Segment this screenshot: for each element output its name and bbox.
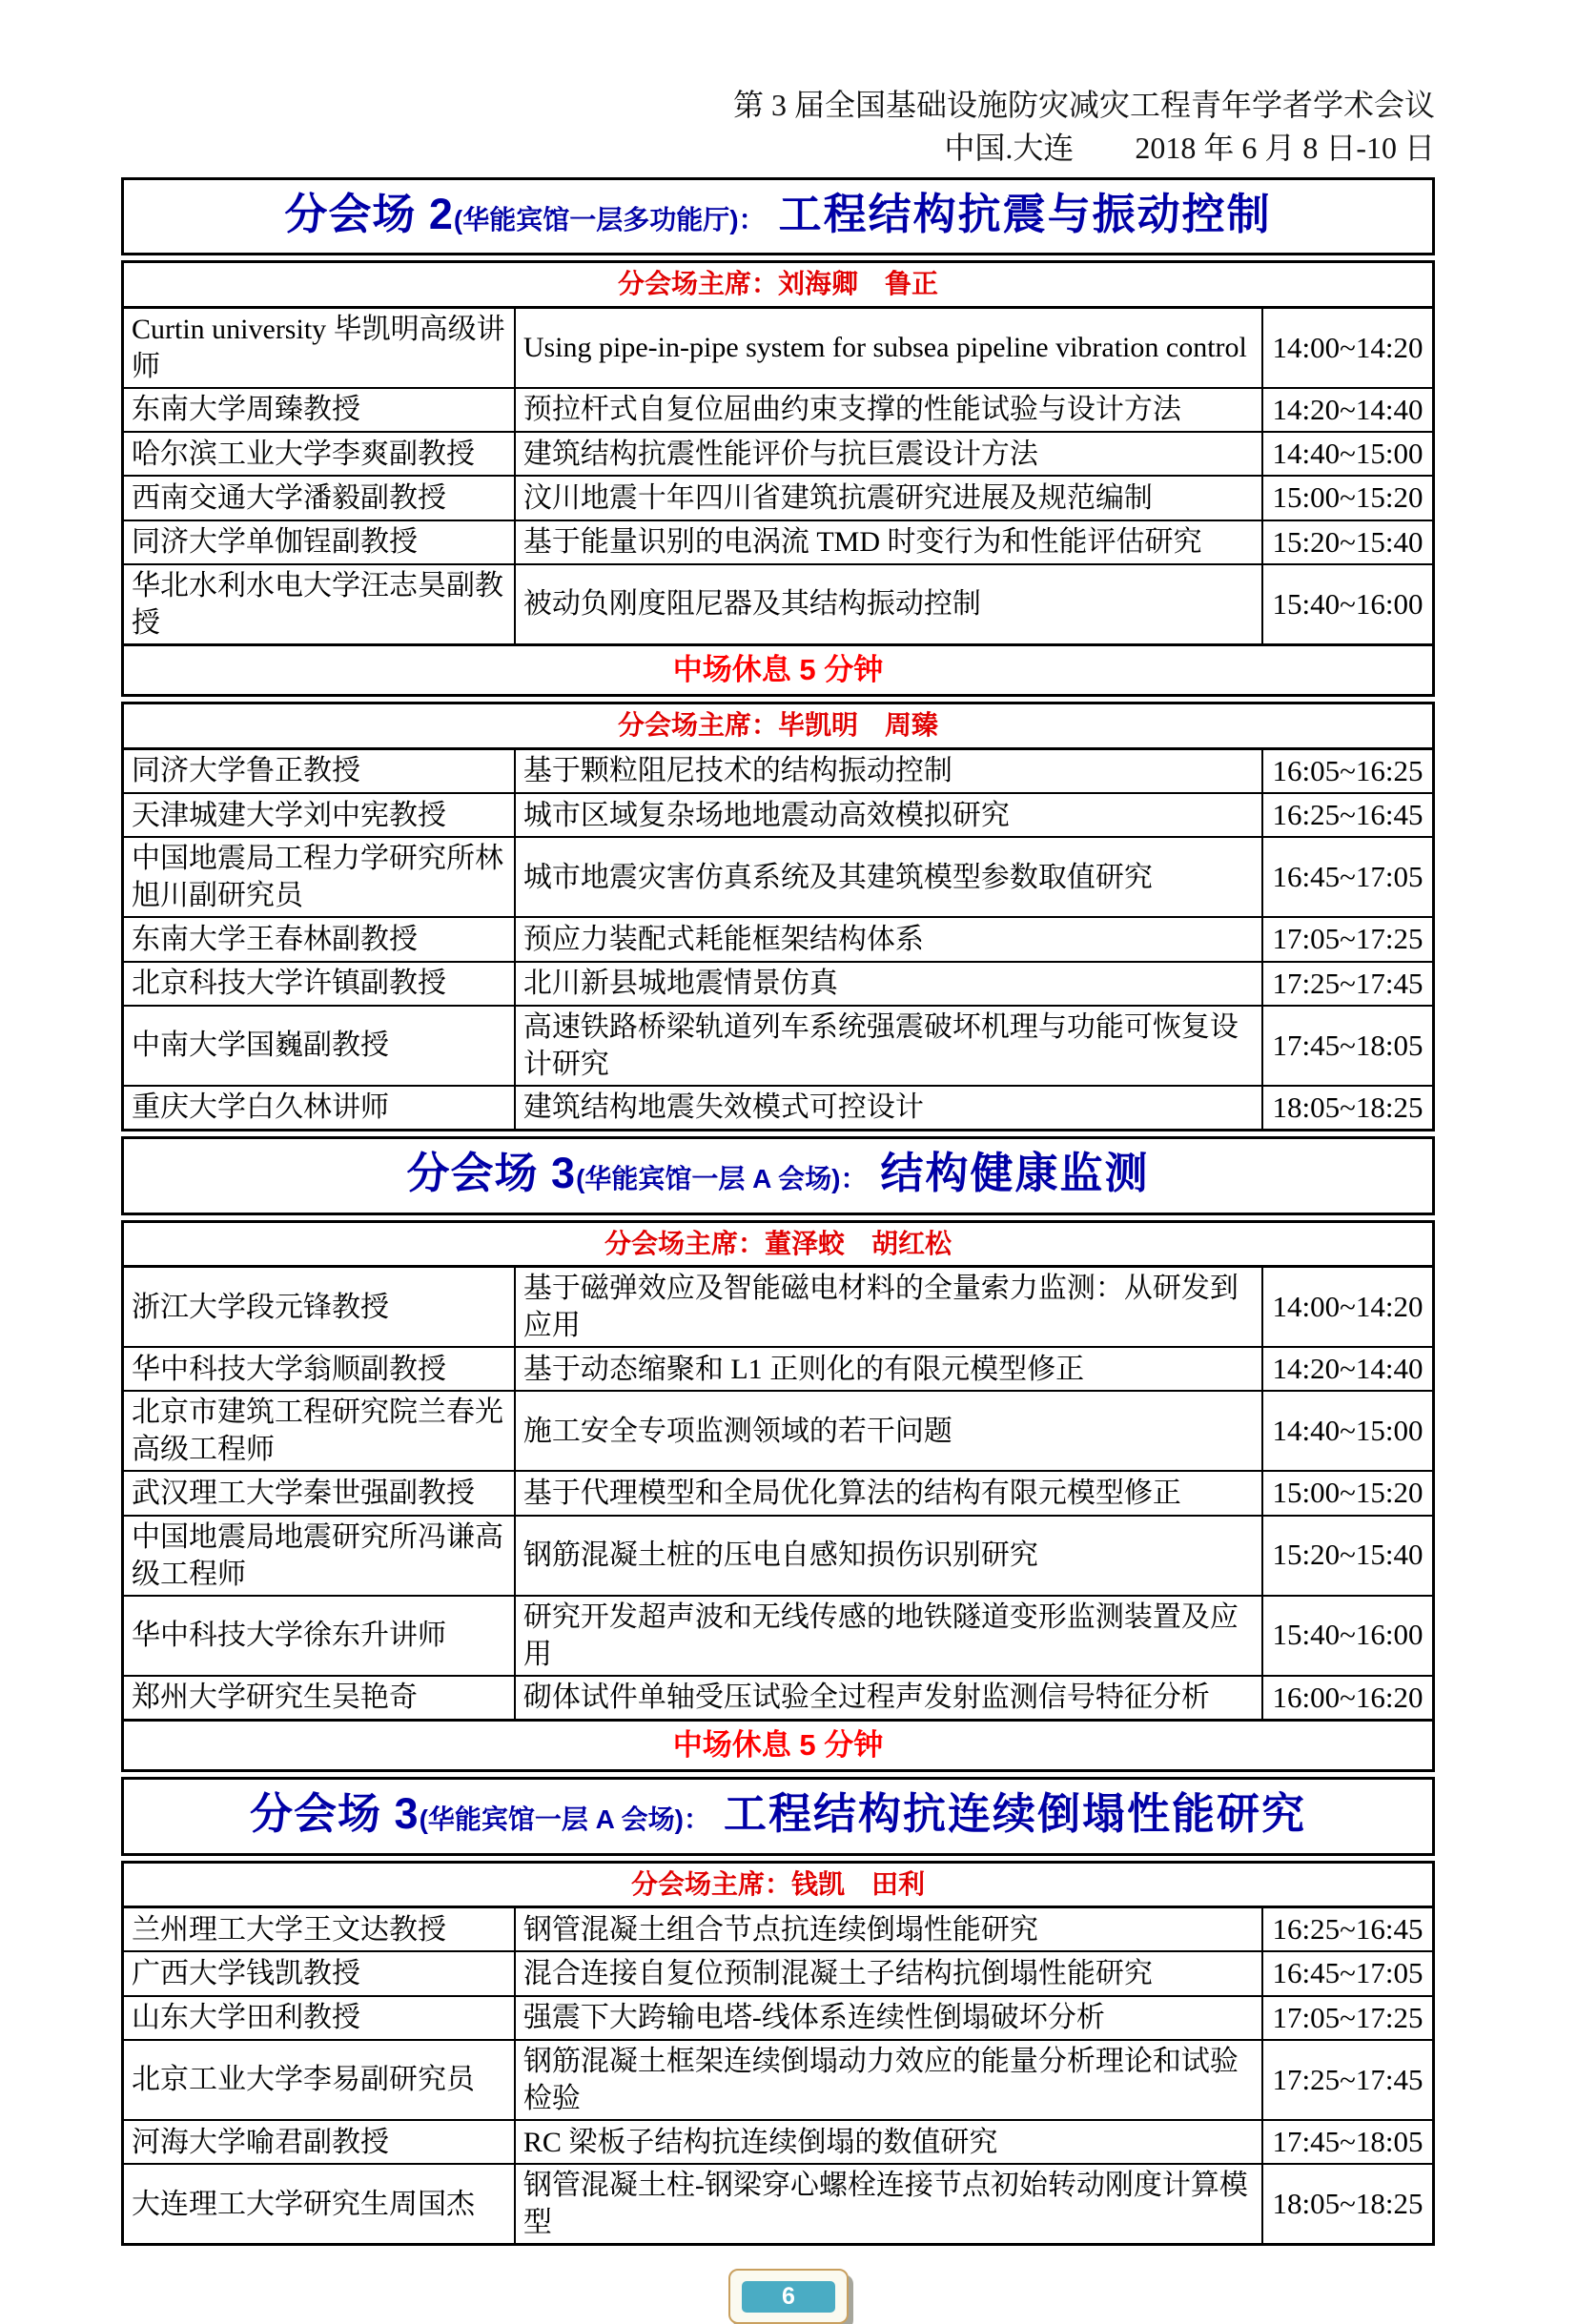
- talk-row: [124, 1908, 1432, 1950]
- time-cell: [1263, 1007, 1432, 1085]
- session-venue: (华能宾馆一层 A 会场)：: [419, 1804, 710, 1835]
- speaker-cell: [124, 750, 514, 792]
- time-cell: [1263, 309, 1432, 387]
- session-topic: 结构健康监测: [880, 1149, 1150, 1198]
- speaker-cell-text: 北京工业大学李易副研究员: [132, 2064, 475, 2096]
- session-chairs-row: [121, 702, 1435, 749]
- session-number: 分会场 3: [406, 1149, 577, 1198]
- speaker-cell: [124, 1997, 514, 2039]
- talk-title-cell-text: 基于磁弹效应及智能磁电材料的全量索力监测：从研发到应用: [522, 1273, 1239, 1342]
- talk-title-cell-text: 汶川地震十年四川省建筑抗震研究进展及规范编制: [522, 482, 1153, 514]
- session-title-row: [121, 1136, 1435, 1215]
- speaker-cell-text: 中国地震局地震研究所冯谦高级工程师: [132, 1520, 503, 1590]
- talk-title-cell: [514, 794, 1263, 836]
- break-row: [121, 643, 1435, 697]
- session-chairs-row: [121, 1220, 1435, 1268]
- time-cell-text: 15:40~16:00: [1272, 1618, 1423, 1652]
- conference-title: 第 3 届全国基础设施防灾减灾工程青年学者学术会议: [732, 88, 1435, 122]
- session-chairs-row: [121, 260, 1435, 308]
- talk-row: [124, 2119, 1432, 2163]
- talk-title-cell: [514, 1597, 1263, 1675]
- talk-title-cell: [514, 433, 1263, 475]
- speaker-cell-text: 河海大学喻君副教授: [132, 2126, 389, 2158]
- page-number-badge: [728, 2269, 849, 2324]
- talk-row: [124, 1675, 1432, 1719]
- schedule-table: [121, 177, 1435, 2246]
- talk-title-cell: [514, 1268, 1263, 1346]
- talks-group: [121, 747, 1435, 1131]
- time-cell-text: 14:20~14:40: [1272, 1352, 1423, 1386]
- speaker-cell-text: 武汉理工大学秦世强副教授: [132, 1477, 475, 1509]
- conference-location-date: 中国.大连 2018 年 6 月 8 日-10 日: [944, 131, 1435, 166]
- talk-title-cell-text: 基于动态缩聚和 L1 正则化的有限元模型修正: [522, 1353, 1085, 1385]
- talk-row: [124, 1390, 1432, 1470]
- speaker-cell: [124, 1392, 514, 1470]
- time-cell: [1263, 750, 1432, 792]
- time-cell: [1263, 1472, 1432, 1514]
- time-cell: [1263, 794, 1432, 836]
- talk-title-cell-text: 钢管混凝土柱-钢梁穿心螺栓连接节点初始转动刚度计算模型: [522, 2170, 1248, 2239]
- time-cell-text: 15:20~15:40: [1272, 524, 1423, 559]
- talk-row: [124, 563, 1432, 643]
- talk-row: [124, 916, 1432, 960]
- talk-title-cell-text: 基于代理模型和全局优化算法的结构有限元模型修正: [522, 1477, 1181, 1509]
- time-cell-text: 16:25~16:45: [1272, 797, 1423, 831]
- time-cell-text: 17:25~17:45: [1272, 2062, 1423, 2096]
- speaker-cell: [124, 838, 514, 916]
- talk-row: [124, 309, 1432, 387]
- speaker-cell-text: 北京科技大学许镇副教授: [132, 968, 446, 1000]
- session-number: 分会场 3: [250, 1789, 420, 1839]
- speaker-cell-text: 华中科技大学徐东升讲师: [132, 1620, 446, 1652]
- speaker-cell-text: 同济大学单伽锃副教授: [132, 526, 418, 559]
- session-title-row: [121, 1777, 1435, 1856]
- talk-row: [124, 961, 1432, 1005]
- talk-row: [124, 1346, 1432, 1390]
- speaker-cell-text: 同济大学鲁正教授: [132, 755, 360, 787]
- speaker-cell-text: 华中科技大学翁顺副教授: [132, 1353, 446, 1385]
- speaker-cell: [124, 2041, 514, 2119]
- session-chairs-label: 分会场主席：钱凯 田利: [630, 1868, 925, 1899]
- talk-title-cell: [514, 2165, 1263, 2243]
- talk-title-cell: [514, 1007, 1263, 1085]
- talk-row: [124, 520, 1432, 563]
- speaker-cell-text: 哈尔滨工业大学李爽副教授: [132, 438, 475, 470]
- time-cell-text: 16:45~17:05: [1272, 860, 1423, 894]
- talk-row: [124, 387, 1432, 431]
- time-cell-text: 15:00~15:20: [1272, 480, 1423, 515]
- time-cell: [1263, 521, 1432, 563]
- session-number: 分会场 2: [284, 189, 454, 238]
- time-cell: [1263, 1392, 1432, 1470]
- speaker-cell-text: 大连理工大学研究生周国杰: [132, 2188, 475, 2220]
- speaker-cell: [124, 433, 514, 475]
- talk-title-cell-text: 砌体试件单轴受压试验全过程声发射监测信号特征分析: [522, 1682, 1210, 1714]
- speaker-cell: [124, 1517, 514, 1595]
- talk-row: [124, 1950, 1432, 1994]
- time-cell-text: 16:45~17:05: [1272, 1956, 1423, 1990]
- time-cell: [1263, 1517, 1432, 1595]
- time-cell: [1263, 918, 1432, 960]
- speaker-cell-text: 广西大学钱凯教授: [132, 1958, 360, 1990]
- talk-row: [124, 1005, 1432, 1085]
- speaker-cell-text: 华北水利水电大学汪志昊副教授: [132, 569, 503, 639]
- talk-title-cell: [514, 1677, 1263, 1719]
- talk-title-cell: [514, 389, 1263, 431]
- time-cell-text: 14:00~14:20: [1272, 330, 1423, 364]
- talk-title-cell-text: 预应力装配式耗能框架结构体系: [522, 923, 924, 955]
- time-cell: [1263, 565, 1432, 643]
- speaker-cell-text: 中国地震局工程力学研究所林旭川副研究员: [132, 843, 503, 912]
- talk-title-cell: [514, 1908, 1263, 1950]
- talk-title-cell-text: Using pipe-in-pipe system for subsea pipeline vibration control: [522, 332, 1247, 364]
- speaker-cell-text: 西南交通大学潘毅副教授: [132, 482, 446, 514]
- talk-title-cell-text: 建筑结构地震失效模式可控设计: [522, 1091, 924, 1124]
- time-cell: [1263, 838, 1432, 916]
- session-topic: 工程结构抗震与振动控制: [778, 189, 1272, 238]
- time-cell: [1263, 2121, 1432, 2163]
- time-cell-text: 16:25~16:45: [1272, 1912, 1423, 1947]
- time-cell-text: 16:05~16:25: [1272, 753, 1423, 787]
- time-cell-text: 17:45~18:05: [1272, 2124, 1423, 2158]
- time-cell-text: 17:05~17:25: [1272, 2000, 1423, 2034]
- session-venue: (华能宾馆一层多功能厅)：: [453, 204, 766, 234]
- speaker-cell: [124, 477, 514, 519]
- speaker-cell: [124, 2121, 514, 2163]
- time-cell-text: 18:05~18:25: [1272, 1090, 1423, 1124]
- break-label: 中场休息 5 分钟: [672, 1727, 884, 1762]
- time-cell: [1263, 1997, 1432, 2039]
- talk-row: [124, 1470, 1432, 1514]
- speaker-cell: [124, 918, 514, 960]
- talk-title-cell: [514, 1348, 1263, 1390]
- talk-title-cell: [514, 838, 1263, 916]
- speaker-cell-text: 重庆大学白久林讲师: [132, 1091, 389, 1124]
- talk-title-cell: [514, 521, 1263, 563]
- talk-title-cell-text: 被动负刚度阻尼器及其结构振动控制: [522, 588, 981, 621]
- time-cell-text: 14:00~14:20: [1272, 1289, 1423, 1323]
- speaker-cell: [124, 2165, 514, 2243]
- talk-title-cell-text: 强震下大跨输电塔-线体系连续性倒塌破坏分析: [522, 2002, 1105, 2034]
- talk-title-cell: [514, 2121, 1263, 2163]
- speaker-cell: [124, 1908, 514, 1950]
- speaker-cell: [124, 521, 514, 563]
- talk-row: [124, 431, 1432, 475]
- time-cell: [1263, 477, 1432, 519]
- speaker-cell-text: 天津城建大学刘中宪教授: [132, 799, 446, 831]
- talk-title-cell: [514, 1997, 1263, 2039]
- time-cell-text: 18:05~18:25: [1272, 2187, 1423, 2221]
- talk-title-cell: [514, 1517, 1263, 1595]
- time-cell: [1263, 389, 1432, 431]
- time-cell: [1263, 2041, 1432, 2119]
- speaker-cell-text: 山东大学田利教授: [132, 2002, 360, 2034]
- talk-title-cell-text: 钢筋混凝土框架连续倒塌动力效应的能量分析理论和试验检验: [522, 2045, 1239, 2114]
- talk-title-cell: [514, 2041, 1263, 2119]
- speaker-cell-text: 郑州大学研究生吴艳奇: [132, 1682, 418, 1714]
- talk-title-cell-text: 北川新县城地震情景仿真: [522, 968, 838, 1000]
- time-cell-text: 17:05~17:25: [1272, 922, 1423, 956]
- talk-title-cell-text: 钢管混凝土组合节点抗连续倒塌性能研究: [522, 1913, 1038, 1946]
- talk-title-cell-text: 城市地震灾害仿真系统及其建筑模型参数取值研究: [522, 861, 1153, 893]
- break-label: 中场休息 5 分钟: [672, 652, 884, 686]
- speaker-cell-text: 中南大学国巍副教授: [132, 1029, 389, 1062]
- time-cell: [1263, 433, 1432, 475]
- speaker-cell: [124, 794, 514, 836]
- talk-title-cell-text: 城市区域复杂场地地震动高效模拟研究: [522, 799, 1010, 831]
- speaker-cell: [124, 1597, 514, 1675]
- talk-row: [124, 2039, 1432, 2119]
- page-number: 6: [742, 2281, 835, 2313]
- speaker-cell: [124, 1348, 514, 1390]
- speaker-cell: [124, 1087, 514, 1129]
- talk-title-cell-text: 钢筋混凝土桩的压电自感知损伤识别研究: [522, 1539, 1038, 1572]
- talk-title-cell-text: 基于能量识别的电涡流 TMD 时变行为和性能评估研究: [522, 526, 1202, 559]
- talk-title-cell: [514, 1392, 1263, 1470]
- session-chairs-label: 分会场主席：毕凯明 周臻: [617, 710, 938, 741]
- speaker-cell: [124, 309, 514, 387]
- talks-group: [121, 306, 1435, 646]
- speaker-cell: [124, 565, 514, 643]
- talk-row: [124, 475, 1432, 519]
- speaker-cell: [124, 1472, 514, 1514]
- break-row: [121, 1719, 1435, 1772]
- talk-title-cell-text: 施工安全专项监测领域的若干问题: [522, 1415, 952, 1447]
- talks-group: [121, 1265, 1435, 1722]
- speaker-cell-text: 北京市建筑工程研究院兰春光高级工程师: [132, 1396, 503, 1466]
- talk-title-cell: [514, 918, 1263, 960]
- speaker-cell: [124, 1007, 514, 1085]
- talk-title-cell: [514, 963, 1263, 1005]
- talk-row: [124, 1085, 1432, 1129]
- session-chairs-label: 分会场主席：刘海卿 鲁正: [617, 269, 938, 299]
- time-cell: [1263, 1677, 1432, 1719]
- time-cell: [1263, 1908, 1432, 1950]
- time-cell-text: 14:20~14:40: [1272, 392, 1423, 426]
- talk-title-cell-text: 建筑结构抗震性能评价与抗巨震设计方法: [522, 438, 1038, 470]
- talk-row: [124, 1995, 1432, 2039]
- speaker-cell-text: 东南大学王春林副教授: [132, 923, 418, 955]
- talk-title-cell: [514, 750, 1263, 792]
- talk-title-cell: [514, 309, 1263, 387]
- talk-row: [124, 1268, 1432, 1346]
- talk-title-cell-text: 高速铁路桥梁轨道列车系统强震破坏机理与功能可恢复设计研究: [522, 1010, 1239, 1080]
- time-cell-text: 14:40~15:00: [1272, 1414, 1423, 1448]
- time-cell: [1263, 1952, 1432, 1994]
- speaker-cell: [124, 963, 514, 1005]
- speaker-cell: [124, 1268, 514, 1346]
- talk-title-cell-text: 混合连接自复位预制混凝土子结构抗倒塌性能研究: [522, 1958, 1153, 1990]
- time-cell: [1263, 1597, 1432, 1675]
- speaker-cell-text: 东南大学周臻教授: [132, 394, 360, 426]
- talk-row: [124, 750, 1432, 792]
- time-cell-text: 15:40~16:00: [1272, 586, 1423, 621]
- page-header: [121, 84, 1435, 171]
- session-topic: 工程结构抗连续倒塌性能研究: [723, 1789, 1306, 1839]
- talk-title-cell: [514, 1472, 1263, 1514]
- speaker-cell: [124, 389, 514, 431]
- talk-title-cell: [514, 477, 1263, 519]
- session-chairs-row: [121, 1861, 1435, 1908]
- session-chairs-label: 分会场主席：董泽蛟 胡红松: [604, 1228, 952, 1258]
- speaker-cell-text: Curtin university 毕凯明高级讲师: [132, 313, 505, 382]
- session-title-row: [121, 177, 1435, 256]
- talk-row: [124, 792, 1432, 836]
- talk-row: [124, 2163, 1432, 2243]
- talk-title-cell-text: 研究开发超声波和无线传感的地铁隧道变形监测装置及应用: [522, 1600, 1239, 1670]
- time-cell-text: 14:40~15:00: [1272, 437, 1423, 471]
- talk-title-cell: [514, 565, 1263, 643]
- talk-title-cell: [514, 1952, 1263, 1994]
- session-venue: (华能宾馆一层 A 会场)：: [576, 1164, 868, 1194]
- talk-title-cell-text: 预拉杆式自复位屈曲约束支撑的性能试验与设计方法: [522, 394, 1181, 426]
- time-cell-text: 17:25~17:45: [1272, 966, 1423, 1000]
- speaker-cell-text: 兰州理工大学王文达教授: [132, 1913, 446, 1946]
- time-cell: [1263, 1087, 1432, 1129]
- page-footer: [0, 2269, 1577, 2324]
- speaker-cell-text: 浙江大学段元锋教授: [132, 1291, 389, 1323]
- speaker-cell: [124, 1952, 514, 1994]
- time-cell-text: 15:00~15:20: [1272, 1476, 1423, 1510]
- talk-title-cell-text: 基于颗粒阻尼技术的结构振动控制: [522, 755, 952, 787]
- time-cell-text: 16:00~16:20: [1272, 1680, 1423, 1714]
- time-cell: [1263, 1268, 1432, 1346]
- talk-title-cell-text: RC 梁板子结构抗连续倒塌的数值研究: [522, 2126, 998, 2158]
- time-cell: [1263, 2165, 1432, 2243]
- talk-title-cell: [514, 1087, 1263, 1129]
- time-cell-text: 15:20~15:40: [1272, 1538, 1423, 1572]
- talk-row: [124, 1515, 1432, 1595]
- speaker-cell: [124, 1677, 514, 1719]
- time-cell-text: 17:45~18:05: [1272, 1028, 1423, 1062]
- talk-row: [124, 1595, 1432, 1675]
- talks-group: [121, 1906, 1435, 2246]
- time-cell: [1263, 963, 1432, 1005]
- time-cell: [1263, 1348, 1432, 1390]
- talk-row: [124, 836, 1432, 916]
